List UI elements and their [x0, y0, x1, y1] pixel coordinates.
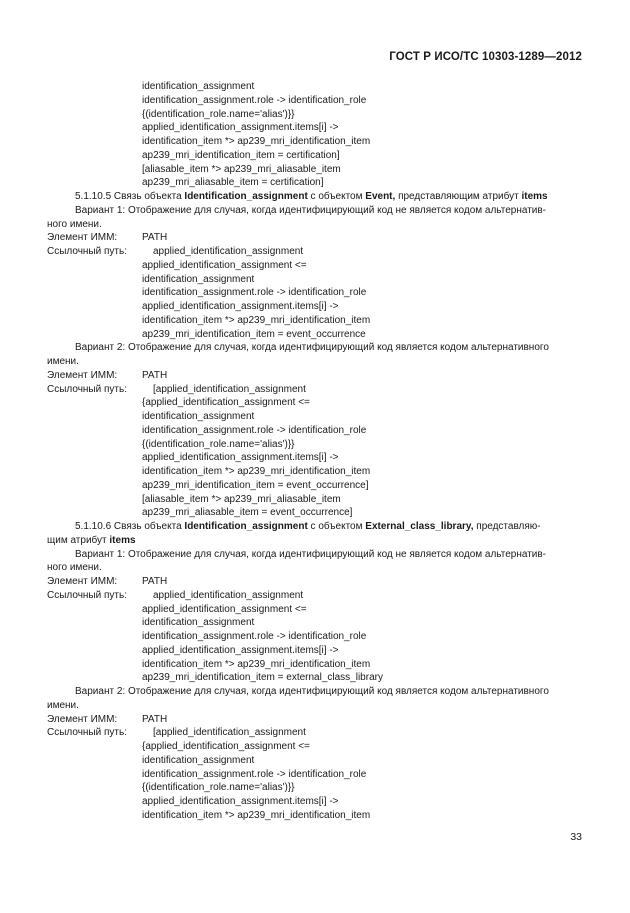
element-value: PATH — [142, 576, 168, 587]
variant-text: имени. — [47, 699, 79, 711]
reference-path-value: applied_identification_assignment — [153, 246, 304, 257]
variant-text: имени. — [47, 356, 79, 367]
element-value: PATH — [142, 713, 168, 725]
variant-text: ного имени. — [47, 218, 102, 230]
element-row — [0, 575, 630, 589]
section-heading: 5.1.10.5 Связь объекта Identification_assignment с объектом Event, представляющим атрибут items — [75, 191, 548, 202]
element-row — [0, 713, 630, 727]
code-line: [aliasable_item *> ap239_mri_aliasable_item — [142, 493, 341, 505]
code-line: applied_identification_assignment <= — [142, 603, 307, 615]
code-line: ap239_mri_aliasable_item = event_occurrence] — [142, 507, 353, 519]
reference-path-value: [applied_identification_assignment — [153, 383, 306, 395]
code-line: identification_assignment — [142, 411, 255, 422]
code-line: identification_assignment.role -> identification_role — [142, 424, 367, 436]
code-line: identification_item *> ap239_mri_identification_item — [142, 136, 371, 147]
standard-header: ГОСТ Р ИСО/ТС 10303-1289—2012 — [389, 51, 582, 63]
code-line: identification_assignment.role -> identification_role — [142, 287, 367, 299]
code-line: {(identification_role.name='alias')}} — [142, 108, 295, 120]
code-line: ap239_mri_identification_item = external_class_library — [142, 672, 383, 684]
section-number: 5.1.10.6 — [75, 521, 112, 532]
reference-path-value: [applied_identification_assignment — [153, 727, 306, 739]
code-line: {(identification_role.name='alias')}} — [142, 438, 295, 450]
variant-text: Вариант 2: Отображение для случая, когда идентифицирующий код является кодом альтернативного — [75, 686, 549, 697]
element-label: Элемент ИММ: — [47, 713, 118, 725]
code-line: identification_item *> ap239_mri_identification_item — [142, 314, 371, 326]
attribute-name: items — [109, 534, 136, 546]
section-heading-cont: щим атрибут items — [47, 534, 136, 546]
code-line: identification_assignment — [142, 754, 255, 766]
code-line: ap239_mri_identification_item = certification] — [142, 149, 340, 161]
code-line: identification_item *> ap239_mri_identification_item — [142, 466, 371, 477]
reference-path-row — [0, 726, 630, 740]
variant-text: Вариант 2: Отображение для случая, когда идентифицирующий код является кодом альтернативного — [75, 342, 549, 354]
code-line: {applied_identification_assignment <= — [142, 397, 310, 409]
code-line: ap239_mri_identification_item = event_occurrence — [142, 328, 366, 340]
entity-name: Identification_assignment — [184, 191, 308, 202]
reference-path-label: Ссылочный путь: — [47, 727, 127, 739]
section-heading: 5.1.10.6 Связь объекта Identification_assignment с объектом External_class_library, представляю- — [75, 521, 541, 532]
element-value: PATH — [142, 232, 168, 244]
code-line: applied_identification_assignment.items[i] -> — [142, 796, 339, 807]
reference-path-row — [0, 589, 630, 603]
code-line: applied_identification_assignment.items[i] -> — [142, 301, 339, 312]
code-line: applied_identification_assignment.items[i] -> — [142, 644, 339, 656]
variant-text: Вариант 1: Отображение для случая, когда идентифицирующий код не является кодом альтернатив- — [75, 204, 546, 216]
element-row — [0, 369, 630, 383]
section-number: 5.1.10.5 — [75, 191, 112, 202]
element-value: PATH — [142, 369, 168, 381]
element-row — [0, 231, 630, 245]
code-line: identification_item *> ap239_mri_identification_item — [142, 809, 371, 821]
reference-path-value: applied_identification_assignment — [153, 589, 304, 601]
code-line: ap239_mri_identification_item = event_occurrence] — [142, 479, 369, 491]
variant-text: ного имени. — [47, 562, 102, 574]
attribute-name: items — [521, 191, 548, 202]
code-line: applied_identification_assignment.items[i] -> — [142, 452, 339, 464]
code-line: identification_assignment — [142, 81, 255, 92]
page-number: 33 — [570, 831, 582, 843]
element-label: Элемент ИММ: — [47, 576, 118, 587]
code-line: identification_assignment.role -> identification_role — [142, 94, 367, 106]
reference-path-row — [0, 383, 630, 397]
reference-path-label: Ссылочный путь: — [47, 246, 127, 257]
element-label: Элемент ИММ: — [47, 369, 118, 381]
code-line: identification_assignment — [142, 273, 255, 285]
document-body — [0, 80, 630, 823]
entity-name: Event, — [365, 191, 396, 202]
code-line: identification_assignment.role -> identification_role — [142, 768, 367, 780]
code-line: identification_assignment — [142, 617, 255, 629]
code-line: ap239_mri_aliasable_item = certification] — [142, 177, 324, 189]
variant-text: Вариант 1: Отображение для случая, когда идентифицирующий код не является кодом альтернатив- — [75, 548, 546, 560]
code-line: {applied_identification_assignment <= — [142, 741, 310, 752]
reference-path-label: Ссылочный путь: — [47, 589, 127, 601]
entity-name: Identification_assignment — [184, 521, 308, 532]
reference-path-row — [0, 245, 630, 259]
reference-path-label: Ссылочный путь: — [47, 383, 127, 395]
code-line: identification_assignment.role -> identification_role — [142, 631, 367, 642]
code-line: applied_identification_assignment <= — [142, 259, 307, 271]
code-line: identification_item *> ap239_mri_identification_item — [142, 658, 371, 670]
code-line: applied_identification_assignment.items[i] -> — [142, 122, 339, 134]
code-line: {(identification_role.name='alias')}} — [142, 782, 295, 794]
code-line: [aliasable_item *> ap239_mri_aliasable_item — [142, 163, 341, 175]
entity-name: External_class_library, — [365, 521, 474, 532]
element-label: Элемент ИММ: — [47, 232, 118, 244]
